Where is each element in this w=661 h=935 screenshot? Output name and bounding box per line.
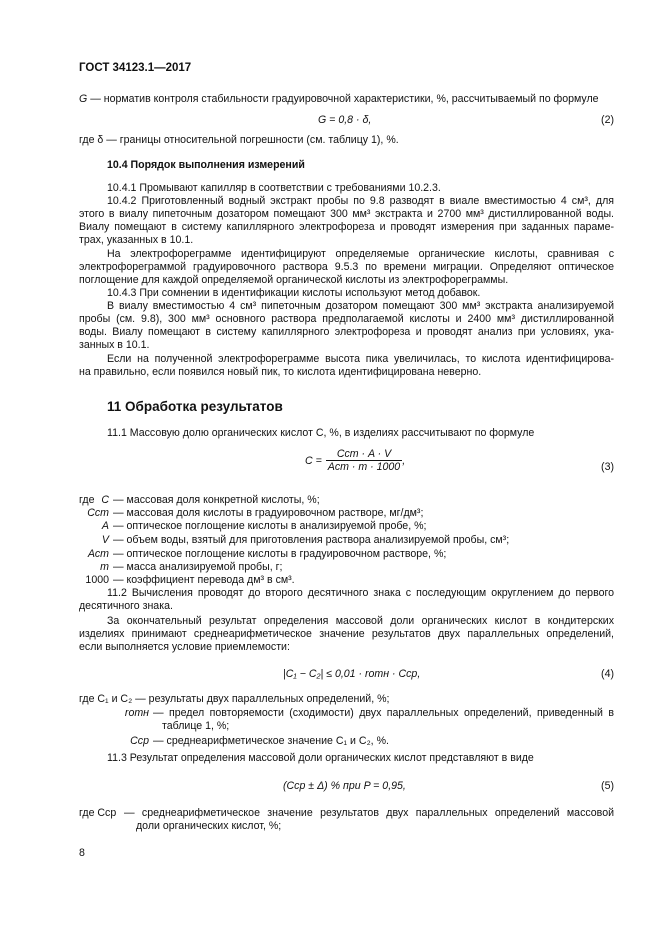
formula-3-denominator: Aст · m · 1000: [327, 461, 401, 473]
p-final-l1: За окончательный результат определения массовой доли органических кислот в кондитерских: [107, 615, 614, 627]
formula-4: |C₁ − C₂| ≤ 0,01 · rотн · Cср,: [283, 668, 421, 680]
p-vial-l3: воды. Виалу помещают в систему капиллярного электрофореза и проводят анализ при условиях, ука-: [79, 326, 614, 338]
formula-2-number: (2): [601, 114, 614, 126]
p-vial-l1: В виалу вместимостью 4 см³ пипеточным дозатором помещают 300 мм³ экстракта анализируемой: [107, 300, 614, 312]
formula-3-numerator: Cст · A · V: [326, 448, 402, 461]
formula-5-number: (5): [601, 780, 614, 792]
g-definition: [79, 93, 599, 106]
p-final-l3: если выполняется условие приемлемости:: [79, 641, 290, 653]
g-symbol: G: [79, 93, 88, 105]
p-10-4-1: 10.4.1 Промывают капилляр в соответствии с требованиями 10.2.3.: [107, 182, 441, 194]
formula-3-number: (3): [601, 461, 614, 473]
c-sr-where: где Cср: [79, 807, 117, 819]
r-otn-symbol: rотн: [124, 707, 149, 719]
p-identify-l1: На электрофореграмме идентифицируют определяемые органические кислоты, сравнивая с: [107, 248, 614, 260]
def-c-sr: — среднеарифметическое значение C₁ и C₂, %.: [153, 735, 389, 747]
def-text: — объем воды, взятый для приготовления раствора анализируемой пробы, см³;: [113, 534, 510, 546]
section-11-title: 11 Обработка результатов: [107, 399, 283, 414]
def-symbol: C: [101, 494, 109, 506]
def-c1-c2: где C₁ и C₂ — результаты двух параллельных определений, %;: [79, 693, 390, 705]
def-c-sr-final-l2: доли органических кислот, %;: [136, 820, 282, 832]
doc-code: ГОСТ 34123.1—2017: [79, 62, 192, 74]
g-definition-text: — норматив контроля стабильности градуировочной характеристики, %, рассчитываемый по формуле: [90, 93, 599, 105]
page-number: 8: [79, 847, 85, 859]
where-label: где: [79, 494, 95, 506]
delta-definition: где δ — границы относительной погрешности (см. таблицу 1), %.: [79, 134, 399, 146]
formula-5: (Cср ± Δ) % при P = 0,95,: [283, 780, 406, 792]
p-identify-l2: электрофореграммой градуировочного раствора 9.5.3 по времени миграции. Определяют оптическое: [79, 261, 614, 273]
def-symbol: A: [101, 520, 109, 532]
def-r-otn-l2: таблице 1, %;: [162, 720, 230, 732]
c-sr-symbol: Cср: [130, 735, 149, 747]
def-symbol: Cст: [87, 507, 109, 519]
formula-3: [305, 448, 405, 473]
formula-3-lhs: C =: [305, 454, 322, 467]
p-11-3: 11.3 Результат определения массовой доли органических кислот представляют в виде: [107, 752, 534, 764]
def-r-otn-l1: — предел повторяемости (сходимости) двух параллельных определений, приведенный в: [153, 707, 614, 719]
p-vial-l2: пробы (см. 9.8), 300 мм³ основного раствора предполагаемой кислоты и 2400 мм³ дистиллированной: [79, 313, 614, 325]
def-c-sr-final-l1: — среднеарифметическое значение результатов двух параллельных определений массовой: [124, 807, 614, 819]
def-text: — массовая доля кислоты в градуировочном растворе, мг/дм³;: [113, 507, 424, 519]
p-peak-l2: на правильно, если появился новый пик, то кислота идентифицирована неверно.: [79, 366, 482, 378]
formula-4-number: (4): [601, 668, 614, 680]
p-10-4-3: 10.4.3 При сомнении в идентификации кислоты используют метод добавок.: [107, 287, 481, 299]
def-symbol: Aст: [87, 548, 109, 560]
def-text: — оптическое поглощение кислоты в градуировочном растворе, %;: [113, 548, 447, 560]
def-text: — коэффициент перевода дм³ в см³.: [113, 574, 295, 586]
def-text: — оптическое поглощение кислоты в анализируемой пробе, %;: [113, 520, 427, 532]
p-10-4-2-l1: 10.4.2 Приготовленный водный экстракт пробы по 9.8 разводят в виале вместимостью 4 см³, для: [107, 195, 614, 207]
section-10-4-title: 10.4 Порядок выполнения измерений: [107, 159, 305, 171]
p-11-2-l2: десятичного знака.: [79, 600, 173, 612]
p-identify-l3: поглощение для каждой определяемой органической кислоты из электрофореграммы.: [79, 274, 509, 286]
def-symbol: 1000: [85, 574, 109, 586]
def-symbol: V: [101, 534, 109, 546]
formula-2: G = 0,8 · δ,: [318, 114, 372, 126]
formula-3-fraction: [326, 448, 402, 473]
p-final-l2: изделиях принимают среднеарифметическое значение результатов двух параллельных определений,: [79, 628, 614, 640]
def-text: — масса анализируемой пробы, г;: [113, 561, 283, 573]
p-11-2-l1: 11.2 Вычисления проводят до второго десятичного знака с последующим округлением до первого: [107, 587, 614, 599]
def-text: — массовая доля конкретной кислоты, %;: [113, 494, 320, 506]
p-10-4-2-l2: этого в виалу пипеточным дозатором помещают 300 мм³ экстракта и 2700 мм³ дистиллированной воды.: [79, 208, 614, 220]
formula-3-tail: ,: [402, 454, 406, 467]
p-10-4-2-l4: трах, указанных в 10.1.: [79, 234, 194, 246]
p-11-1: 11.1 Массовую долю органических кислот C, %, в изделиях рассчитывают по формуле: [107, 427, 535, 439]
def-symbol: m: [100, 561, 109, 573]
p-peak-l1: Если на полученной электрофореграмме высота пика увеличилась, то кислота идентифицирова-: [107, 353, 614, 365]
p-10-4-2-l3: Виалу помещают в систему капиллярного электрофореза и проводят измерения при заданных параме-: [79, 221, 614, 233]
p-vial-l4: занных в 10.1.: [79, 339, 150, 351]
